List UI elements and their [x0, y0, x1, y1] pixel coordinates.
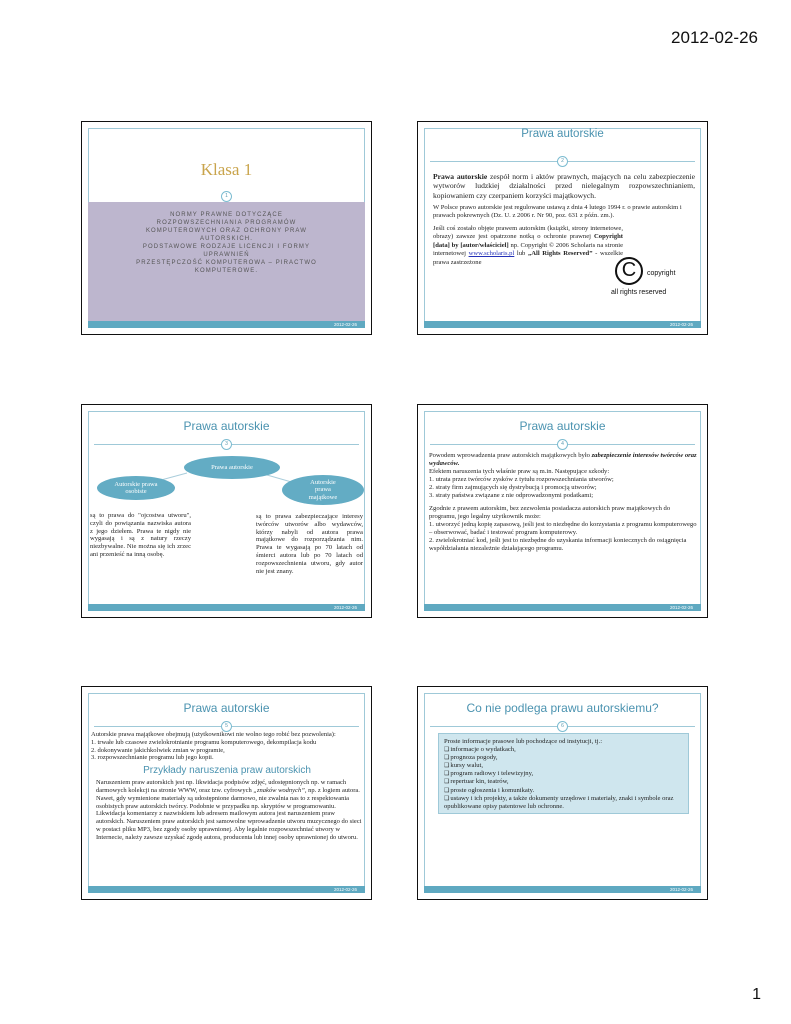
slide-6 [417, 686, 708, 900]
copyright-text: np. Copyright © 2006 Scholaris na stronie internetowej [433, 241, 623, 258]
paragraph-line: 2. zwielokrotniać kod, jeśli jest to niezbędne do uzyskania informacji koniecznych do osiągnięcia współdziałania niezależnie działającego programu. [429, 537, 687, 552]
paragraph-line: Efektem naruszenia tych właśnie praw są m.in. Następujące szkody: [429, 467, 610, 475]
rights-list [91, 731, 363, 762]
slide-body [91, 731, 363, 842]
slide-footer-bar [424, 886, 701, 893]
oval-prawa-majatkowe [282, 475, 364, 505]
definition-paragraph [433, 172, 695, 200]
subtitle-line: NORMY PRAWNE DOTYCZĄCE [170, 212, 283, 218]
list-item: ❑ repertuar kin, teatrów, [444, 778, 683, 786]
copyright-icon: C [615, 257, 643, 285]
subtitle-line: PODSTAWOWE RODZAJE LICENCJI I FORMY [142, 244, 311, 250]
slide-2 [417, 121, 708, 335]
copyright-logo [609, 257, 699, 307]
list-line: 3. rozpowszechnianie programu lub jego kopii. [91, 754, 214, 762]
majatkowe-description: są to prawa zabezpieczające interesy twórców utworów albo wydawców, którzy nabyli od autora prawa majątkowe do rozporządzania nim. Prawa te wygasają po 70 latach od śmierci autora lub po 70 latach od rozpowszechnienia utworu, gdy autor nie jest znany. [256, 513, 363, 575]
subtitle-line: UPRAWNIEŃ [203, 252, 250, 258]
oval-label: Autorskie prawa majątkowe [308, 478, 338, 501]
oval-label: Autorskie prawa osobiste [114, 480, 158, 495]
page-number: 1 [752, 986, 761, 1003]
slide-number: 3 [221, 439, 232, 450]
slide-footer-bar [88, 886, 365, 893]
paragraph-line: 3. straty państwa związane z nie odprowadzonymi podatkami; [429, 491, 594, 499]
exceptions-intro: Proste informacje prasowe lub pochodzące od instytucji, tj.: [444, 738, 603, 745]
emphasis-text: „znaków wodnych” [253, 786, 305, 794]
slide-title: Prawa autorskie [183, 419, 270, 433]
paragraph-text: Naruszeniem praw autorskich jest np. likwidacja podpisów zdjęć, udostępnionych np. w ramach darmowych kolekcji na stronie WWW, oraz tzw. cyfrowych [96, 779, 347, 794]
slide-footer-bar [88, 604, 365, 611]
subtitle-line: AUTORSKICH. [200, 236, 253, 242]
slide-title: Prawa autorskie [521, 128, 604, 140]
list-item: ❑ informacje o wydatkach, [444, 746, 683, 754]
list-line: 1. trwałe lub czasowe zwielokrotnianie programu komputerowego, dekompilacja kodu [91, 738, 317, 746]
oval-prawa-autorskie: Prawa autorskie [184, 456, 280, 479]
copyright-text: Jeśli coś zostało objęte prawem autorskim (książki, strony internetowe, obrazy) zawsze jest opatrzone notką o ochronie prawnej [433, 224, 623, 241]
osobiste-description: są to prawa do "ojcostwa utworu", czyli do powiązania nazwiska autora z jego dziełem. Prawa te nigdy nie wygasają i są z natury rzeczy niezbywalne. Nie można się ich zrzec ani przenieść na inną osobę. [90, 512, 191, 558]
slide-number: 6 [557, 721, 568, 732]
copyright-paragraph [433, 225, 623, 268]
paragraph-text: Powodem wprowadzenia praw autorskich majątkowych było [429, 452, 592, 459]
copyright-logo-caption: all rights reserved [611, 289, 667, 296]
subtitle-line: KOMPUTEROWE. [194, 268, 259, 274]
slide-footer-date: 2012-02-26 [669, 322, 693, 327]
subtitle-line: KOMPUTEROWYCH ORAZ OCHRONY PRAW [145, 228, 308, 234]
law-paragraph: W Polsce prawo autorskie jest regulowane ustawą z dnia 4 lutego 1994 r. o prawie autorskim i prawach pokrewnych (Dz. U. z 2006 r. Nr 90, poz. 631 z późn. zm.). [433, 203, 682, 220]
copyright-logo-word: copyright [647, 270, 676, 277]
list-line: 2. dokonywanie jakichkolwiek zmian w programie, [91, 746, 225, 754]
slide-1 [81, 121, 372, 335]
paragraph-line: 2. straty firm zajmujących się dystrybucją i promocją utworów; [429, 483, 597, 491]
slide-number: 4 [557, 439, 568, 450]
slide-footer-date: 2012-02-26 [669, 605, 693, 610]
subtitle-band [88, 202, 365, 323]
slide-footer-bar [424, 321, 701, 328]
slide-footer-bar [424, 604, 701, 611]
paragraph-line: 1. utworzyć jedną kopię zapasową, jeśli jest to niezbędne do korzystania z programu komputerowego – obserwować, badać i testować program komputerowy. [429, 521, 697, 537]
slide-footer-date: 2012-02-26 [333, 887, 357, 892]
copyright-text: - wszelkie prawa zastrzeżone [433, 250, 624, 266]
subtitle-line: ROZPOWSZECHNIANIA PROGRAMÓW [156, 220, 297, 226]
slide-footer-date: 2012-02-26 [669, 887, 693, 892]
paragraph-text: , np. z logiem autora. Nawet, gdy wymienione materiały są udostępnione darmowo, nie zwalnia nas to z respektowania osobistych praw autorskich twórcy. Podobnie w przypadku np. skryptów w programowaniu. Likwidacja komentarzy z nazwiskiem lub adresem mailowym autora jest naruszeniem praw autorskich. Naruszeniem praw autorskich jest samowolne wprowadzenie utworu muzycznego do sieci w postaci pliku MP3, bez zgody osoby uprawnionej. Aby legalnie rozpowszechniać utwory w Internecie, należy zawsze uzyskać zgodę autora, producenta lub innej osoby uprawnionej do utworu. [96, 786, 362, 841]
slide-3 [81, 404, 372, 618]
list-item: ❑ prognoza pogody, [444, 754, 683, 762]
paragraph-line: 1. utrata przez twórców zysków z tytułu rozpowszechniania utworów; [429, 475, 614, 483]
slide-title: Prawa autorskie [183, 701, 270, 715]
list-item: ❑ program radiowy i telewizyjny, [444, 770, 683, 778]
slide-footer-date: 2012-02-26 [333, 322, 357, 327]
permissions-paragraph [429, 505, 697, 552]
slide-body [429, 452, 697, 559]
slide-5 [81, 686, 372, 900]
oval-prawa-osobiste [97, 476, 175, 500]
slide-footer-date: 2012-02-26 [333, 605, 357, 610]
list-item: ❑ proste ogłoszenia i komunikaty. [444, 787, 683, 795]
emphasis-text: zabezpieczenie interesów twórców oraz wydawców. [429, 452, 697, 467]
copyright-notice: Copyright [data] by [autor/właściciel] [433, 233, 623, 249]
list-item: ❑ kursy walut, [444, 762, 683, 770]
exceptions-box [438, 733, 689, 814]
slide-title: Prawa autorskie [519, 419, 606, 433]
slide-number: 1 [221, 191, 232, 202]
slide-footer-bar [88, 321, 365, 328]
slide-title: Co nie podlega prawu autorskiemu? [466, 701, 659, 715]
slide-title: Klasa 1 [200, 160, 253, 179]
violations-paragraph [91, 779, 363, 841]
slide-number: 5 [221, 721, 232, 732]
violations-subtitle: Przykłady naruszenia praw autorskich [143, 765, 311, 777]
copyright-text: lub [514, 250, 528, 258]
slide-4 [417, 404, 708, 618]
list-line: Autorskie prawa majątkowe obejmują (użytkownikowi nie wolno tego robić bez pozwolenia): [91, 731, 336, 738]
definition-term: Prawa autorskie [433, 172, 488, 181]
slide-number: 2 [557, 156, 568, 167]
all-rights-reserved-text: „All Rights Reserved” [527, 250, 593, 258]
scholaris-link[interactable]: www.scholaris.pl [468, 250, 515, 258]
page-date: 2012-02-26 [671, 28, 758, 47]
subtitle-line: PRZESTĘPCZOŚĆ KOMPUTEROWA – PIRACTWO [136, 260, 317, 266]
list-item: ❑ ustawy i ich projekty, a także dokumenty urzędowe i materiały, znaki i symbole oraz opublikowane opisy patentowe lub ochronne. [444, 795, 683, 811]
definition-text: zespół norm i aktów prawnych, mających na celu zabezpieczenie wytworów ludzkiej działalności przed nielegalnym rozpowszechnianiem, kopiowaniem czy czerpaniem korzyści majątkowych. [433, 172, 695, 200]
damages-paragraph [429, 452, 697, 499]
paragraph-line: Zgodnie z prawem autorskim, bez zezwolenia posiadacza autorskich praw majątkowych do programu, jego legalny użytkownik może: [429, 505, 671, 521]
